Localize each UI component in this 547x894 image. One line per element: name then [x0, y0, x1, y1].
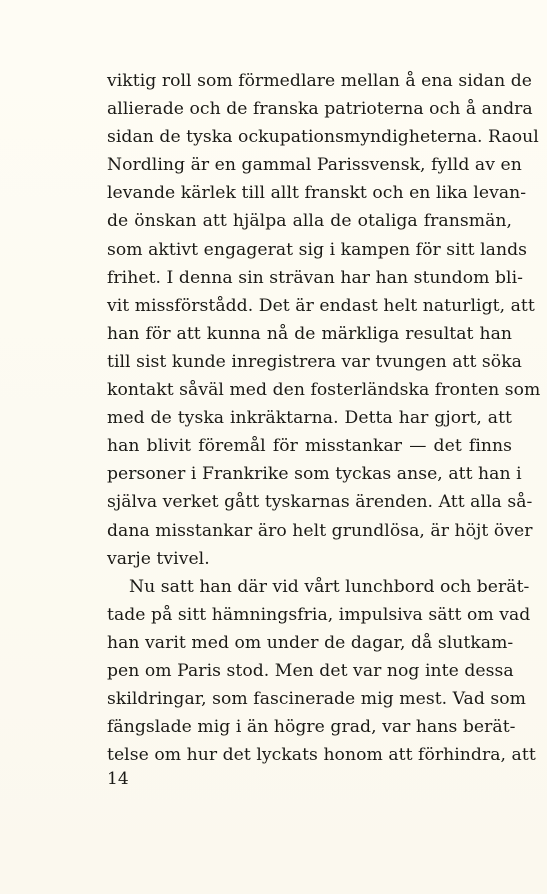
text-line: han för att kunna nå de märkliga resultat han — [107, 323, 512, 344]
text-line: till sist kunde inregistrera var tvungen att söka — [107, 351, 522, 372]
text-line: som aktivt engagerat sig i kampen för sitt lands — [107, 239, 528, 260]
text-line: telse om hur det lyckats honom att förhindra, att — [107, 745, 536, 766]
text-line: själva verket gått tyskarnas ärenden. Att alla så- — [107, 492, 533, 513]
text-line: fängslade mig i än högre grad, var hans berät- — [107, 717, 516, 738]
text-line: dana misstankar äro helt grundlösa, är höjt över — [107, 520, 533, 541]
body-text — [107, 67, 541, 769]
text-line: skildringar, som fascinerade mig mest. Vad som — [107, 689, 527, 710]
text-line: varje tvivel. — [107, 548, 210, 569]
text-line: tade på sitt hämningsfria, impulsiva sätt om vad — [107, 604, 531, 625]
text-line: sidan de tyska ockupationsmyndigheterna. Raoul — [107, 127, 539, 148]
text-line: viktig roll som förmedlare mellan å ena sidan de — [107, 71, 533, 91]
text-line: frihet. I denna sin strävan har han stundom bli- — [107, 267, 523, 288]
text-line: Nu satt han där vid vårt lunchbord och berät- — [129, 576, 530, 597]
text-line: pen om Paris stod. Men det var nog inte dessa — [107, 660, 514, 681]
text-line: levande kärlek till allt franskt och en lika levan- — [107, 183, 527, 204]
paragraph-2 — [107, 573, 536, 770]
text-line: personer i Frankrike som tyckas anse, att han i — [107, 464, 522, 485]
text-line: med de tyska inkräktarna. Detta har gjort, att — [107, 408, 512, 429]
text-line: allierade och de franska patrioterna och å andra — [107, 99, 533, 120]
text-line: han blivit föremål för misstankar — det finns — [107, 436, 512, 457]
text-line: vit missförstådd. Det är endast helt naturligt, att — [107, 295, 535, 316]
text-line: kontakt såväl med den fosterländska fronten som — [107, 380, 541, 401]
text-line: Nordling är en gammal Parissvensk, fylld av en — [107, 155, 522, 176]
text-line: han varit med om under de dagar, då slutkam- — [107, 632, 514, 653]
text-line: de önskan att hjälpa alla de otaliga fransmän, — [107, 211, 512, 232]
paragraph-1 — [107, 67, 541, 573]
page-number: 14 — [107, 769, 129, 789]
